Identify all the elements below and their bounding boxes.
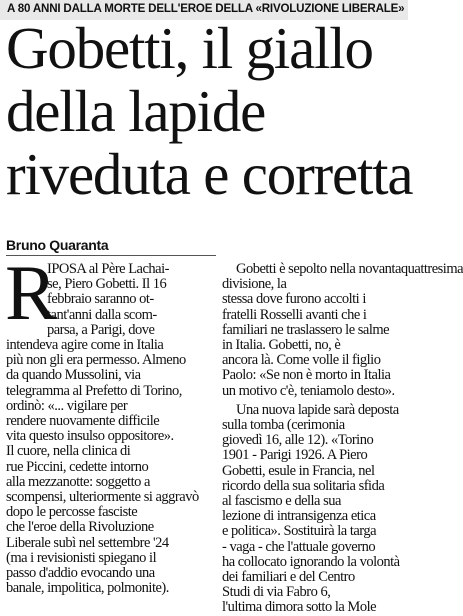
body-line: giovedì 16, alle 12). «Torino	[222, 432, 374, 449]
column-left	[5, 249, 214, 597]
body-line: al fascismo e della sua	[222, 493, 341, 510]
body-line: tant'anni dalla scom-	[47, 306, 157, 323]
body-line: rendere nuovamente difficile	[6, 413, 160, 430]
body-line: scompensi, ulteriormente si aggravò	[6, 489, 199, 506]
body-line: da quando Mussolini, via	[6, 367, 141, 384]
body-line: più non gli era permesso. Almeno	[6, 352, 186, 369]
body-line: Gobetti è sepolto nella novantaquattresima	[236, 261, 463, 277]
headline-line-1: Gobetti, il giallo	[6, 15, 373, 81]
body-line: passo d'addio evocando una	[6, 565, 155, 582]
body-line: Studi di via Fabro 6,	[222, 584, 331, 601]
body-line: l'ultima dimora sotto la Mole	[222, 599, 377, 616]
body-line: intendeva agire come in Italia	[6, 337, 164, 354]
body-line: lezione di intransigenza etica	[222, 508, 376, 525]
body-line: sulla tomba (cerimonia	[222, 417, 345, 434]
body-line: stessa dove furono accolti i	[222, 291, 366, 308]
body-line: familiari ne traslassero le salme	[222, 321, 390, 338]
body-line: rue Piccini, cedette intorno	[6, 458, 149, 475]
body-line: IPOSA al Père Lachai-	[47, 261, 169, 277]
body-line: Liberale subì nel settembre '24	[6, 534, 169, 551]
body-line: ha collocato ignorando la volontà	[222, 553, 400, 570]
body-line: fratelli Rosselli avanti che i	[222, 306, 367, 323]
body-line: banale, impolitica, polmonite).	[6, 580, 169, 597]
body-line: divisione, la	[222, 276, 287, 293]
body-line: un motivo c'è, teniamolo desto».	[222, 382, 395, 399]
body-line: ancora là. Come volle il figlio	[222, 352, 381, 369]
body-line: che l'eroe della Rivoluzione	[6, 519, 154, 536]
headline-line-2: della lapide	[6, 78, 266, 144]
body-line: dei familiari e del Centro	[222, 569, 355, 586]
kicker-text: A 80 ANNI DALLA MORTE DELL'EROE DELLA «RIVOLUZIONE LIBERALE»	[7, 2, 405, 15]
body-line: ordinò: «... vigilare per	[6, 397, 128, 414]
byline: Bruno Quaranta	[6, 237, 109, 253]
body-line: dopo le percosse fasciste	[6, 504, 138, 521]
body-line: e politica». Sostituirà la targa	[222, 523, 377, 540]
body-line: alla mezzanotte: soggetto a	[6, 473, 150, 490]
body-line: 1901 - Parigi 1926. A Piero	[222, 447, 368, 464]
body-line: in Italia. Gobetti, no, è	[222, 337, 341, 354]
body-line: (ma i revisionisti spiegano il	[6, 549, 157, 566]
body-line: Paolo: «Se non è morto in Italia	[222, 367, 391, 384]
body-line: Gobetti, esule in Francia, nel	[222, 462, 375, 479]
body-line: parsa, a Parigi, dove	[47, 321, 155, 338]
body-line: - vaga - che l'attuale governo	[222, 538, 376, 555]
body-line: Il cuore, nella clinica di	[6, 443, 131, 460]
body-line: vita questo insulso oppositore».	[6, 428, 174, 445]
body-line: ricordo della sua solitaria sfida	[222, 477, 385, 494]
column-right	[222, 261, 463, 616]
body-line: telegramma al Prefetto di Torino,	[6, 382, 182, 399]
dropcap: R	[5, 249, 57, 336]
body-line: Una nuova lapide sarà deposta	[236, 401, 399, 418]
body-line: febbraio saranno ot-	[47, 291, 154, 308]
headline	[6, 17, 421, 206]
headline-line-3: riveduta e corretta	[6, 141, 413, 207]
body-line: se, Piero Gobetti. Il 16	[47, 276, 167, 293]
